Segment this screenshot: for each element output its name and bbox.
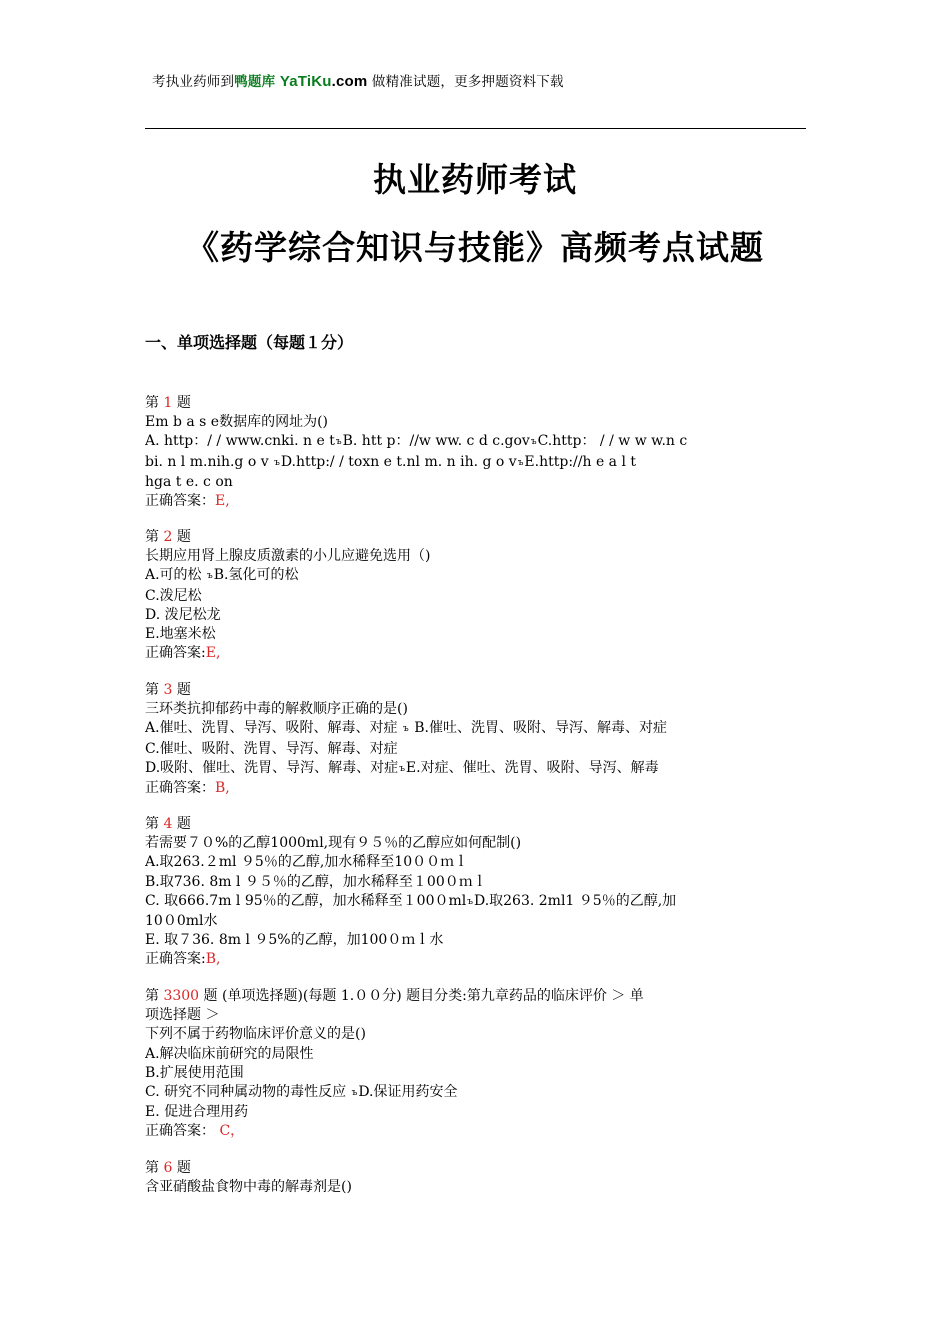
separator-glyph: ъ bbox=[530, 437, 537, 448]
option-line: C. 取666.7m l 95％的乙醇，加水稀释至１00０mlъD.取263. 2ml1 ９5％的乙醇,加 bbox=[145, 892, 810, 912]
option-line: A.可的松 ъB.氢化可的松 bbox=[145, 566, 810, 586]
answer-line: 正确答案：B, bbox=[145, 780, 230, 797]
separator-glyph: ъ bbox=[403, 724, 409, 735]
document-subtitle: 《药学综合知识与技能》高频考点试题 bbox=[186, 228, 764, 267]
separator-glyph: ъ bbox=[207, 571, 213, 582]
question-number: 6 bbox=[163, 1160, 173, 1176]
brand-name-en[interactable]: YaTiKu bbox=[279, 73, 332, 90]
header-divider bbox=[145, 128, 806, 129]
question-stem: 若需要７０%的乙醇1000ml,现有９５％的乙醇应如何配制() bbox=[145, 835, 522, 852]
option-line: C.泼尼松 bbox=[145, 587, 202, 604]
separator-glyph: ъ bbox=[335, 437, 342, 448]
question-stem: Em b a s e数据库的网址为() bbox=[145, 414, 328, 431]
option-line: B.扩展使用范围 bbox=[145, 1064, 244, 1081]
separator-glyph: ъ bbox=[517, 457, 524, 468]
option-line: A. http：/ / www.cnki. n e tъB. htt p：//w ww. c d c.govъC.http： / / w w w.n c bbox=[145, 432, 810, 452]
option-line: A.解决临床前研究的局限性 bbox=[145, 1045, 314, 1062]
answer-line: 正确答案:B, bbox=[145, 951, 221, 968]
question-number: 3 bbox=[163, 682, 173, 698]
option-line: E.地塞米松 bbox=[145, 626, 216, 643]
question-stem: 三环类抗抑郁药中毒的解救顺序正确的是() bbox=[145, 701, 408, 718]
question-stem: 下列不属于药物临床评价意义的是() bbox=[145, 1026, 366, 1043]
answer-line: 正确答案：E, bbox=[145, 493, 230, 510]
question-label: 第 2 题 bbox=[145, 529, 191, 545]
option-line: C. 研究不同种属动物的毒性反应 ъD.保证用药安全 bbox=[145, 1083, 810, 1103]
question-4 bbox=[145, 815, 810, 970]
brand-domain[interactable]: .com bbox=[331, 73, 368, 90]
separator-glyph: ъ bbox=[274, 457, 280, 468]
answer-value: C， bbox=[215, 1123, 245, 1140]
section-heading: 一、单项选择题（每题１分） bbox=[145, 333, 354, 352]
brand-name-cn[interactable]: 鸭题库 bbox=[234, 74, 276, 90]
answer-value: E, bbox=[215, 493, 230, 510]
question-2 bbox=[145, 528, 810, 663]
question-number: 1 bbox=[163, 395, 173, 411]
question-number: 4 bbox=[163, 816, 173, 832]
question-3 bbox=[145, 681, 810, 798]
option-line: A.取263.２ml ９5％的乙醇,加水稀释至10００ｍｌ bbox=[145, 854, 469, 871]
question-stem: 长期应用肾上腺皮质激素的小儿应避免选用（) bbox=[145, 548, 431, 565]
answer-value: B, bbox=[215, 780, 230, 797]
question-number: 3300 bbox=[163, 988, 200, 1004]
option-line: B.取736. 8m l ９５％的乙醇，加水稀释至１00０ｍｌ bbox=[145, 873, 487, 890]
answer-value: E, bbox=[205, 645, 221, 662]
option-line: C.催吐、吸附、洗胃、导泻、解毒、对症 bbox=[145, 740, 398, 757]
separator-glyph: ъ bbox=[351, 1088, 358, 1099]
separator-glyph: ъ bbox=[399, 763, 405, 774]
option-line: hga t e. c on bbox=[145, 473, 233, 490]
answer-line: 正确答案： C， bbox=[145, 1123, 245, 1140]
question-1 bbox=[145, 394, 810, 511]
option-line: bi. n l m.nih.g o v ъD.http:/ / toxn e t.nl m. n ih. g o vъE.http://h e a l t bbox=[145, 453, 810, 473]
question-label: 第 3 题 bbox=[145, 682, 191, 698]
question-3300 bbox=[145, 987, 810, 1142]
question-6 bbox=[145, 1159, 810, 1197]
option-line: E. 促进合理用药 bbox=[145, 1104, 249, 1121]
question-stem: 含亚硝酸盐食物中毒的解毒剂是() bbox=[145, 1179, 352, 1196]
answer-line: 正确答案:E, bbox=[145, 645, 221, 662]
option-line: A.催吐、洗胃、导泻、吸附、解毒、对症 ъ B.催吐、洗胃、吸附、导泻、解毒、对症 bbox=[145, 719, 810, 739]
answer-value: B, bbox=[205, 951, 221, 968]
question-category: 项选择题 ＞ bbox=[145, 1007, 220, 1024]
question-label: 第 3300 题 (单项选择题)(每题 1.００分) 题目分类:第九章药品的临床评价 ＞ 单 bbox=[145, 988, 644, 1004]
site-header[interactable] bbox=[152, 70, 564, 90]
option-line: D. 泼尼松龙 bbox=[145, 606, 221, 623]
question-label: 第 6 题 bbox=[145, 1160, 191, 1176]
question-label: 第 1 题 bbox=[145, 395, 191, 411]
document-title: 执业药师考试 bbox=[373, 160, 577, 199]
option-line: E. 取７36. 8m l ９5%的乙醇，加100０ｍｌ水 bbox=[145, 932, 444, 949]
option-line: 10０0ml水 bbox=[145, 913, 218, 930]
question-number: 2 bbox=[163, 529, 173, 545]
option-line: D.吸附、催吐、洗胃、导泻、解毒、对症ъE.对症、催吐、洗胃、吸附、导泻、解毒 bbox=[145, 759, 810, 779]
separator-glyph: ъ bbox=[467, 896, 473, 907]
question-label: 第 4 题 bbox=[145, 816, 191, 832]
header-prefix: 考执业药师到 bbox=[152, 74, 235, 90]
header-suffix: 做精准试题，更多押题资料下载 bbox=[367, 74, 564, 90]
